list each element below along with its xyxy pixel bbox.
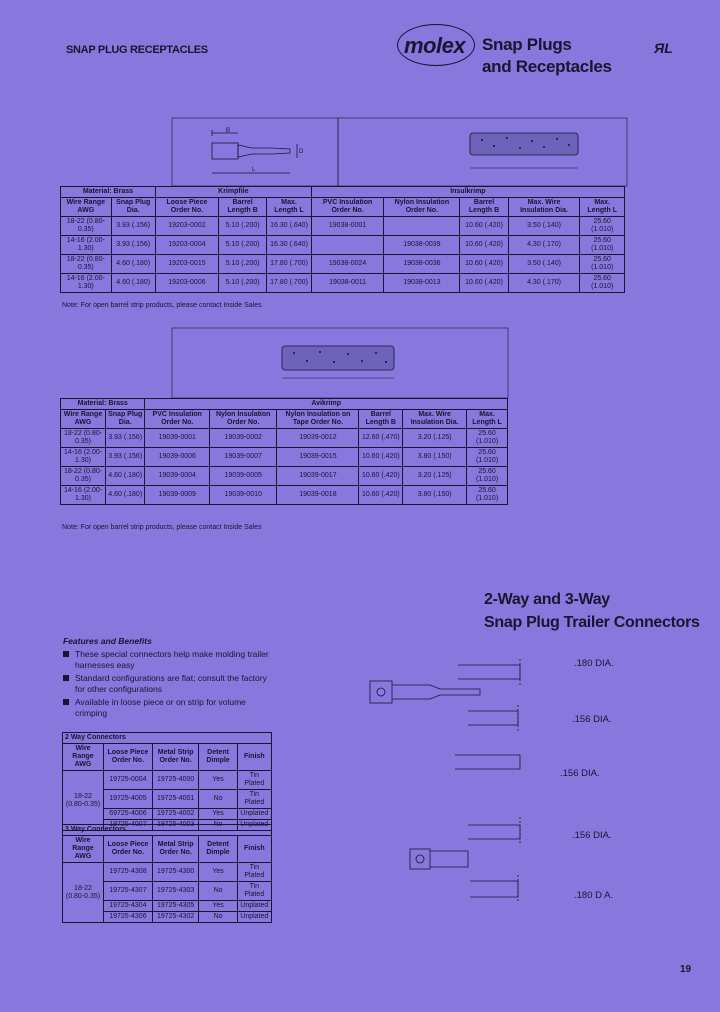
table-cell: 18-22 (0.80-0.35) bbox=[63, 771, 104, 831]
table-cell: Tin Plated bbox=[237, 863, 271, 882]
table-cell: 19725-4001 bbox=[152, 790, 199, 809]
column-header: Wire Range AWG bbox=[63, 836, 104, 863]
table-cell: 5.10 (.200) bbox=[219, 274, 267, 293]
column-header: Max. Wire Insulation Dia. bbox=[508, 198, 580, 217]
table-cell: Yes bbox=[199, 809, 237, 820]
table-cell: 19039-0005 bbox=[210, 467, 277, 486]
table-title: 3 Way Connectors bbox=[63, 825, 272, 836]
table-cell: 19725-4306 bbox=[104, 912, 153, 923]
table-cell: 4.60 (.180) bbox=[111, 255, 155, 274]
table-cell: 14-16 (2.00-1.30) bbox=[61, 236, 112, 255]
connector-drawing bbox=[370, 645, 690, 915]
table-cell bbox=[384, 217, 460, 236]
table-cell: 19725-4302 bbox=[152, 912, 199, 923]
table-cell: 19039-0009 bbox=[145, 486, 210, 505]
table-cell: 3.50 (.140) bbox=[508, 217, 580, 236]
table-cell: 18-22 (0.80-0.35) bbox=[61, 467, 106, 486]
table-row bbox=[61, 236, 625, 255]
table-cell: 19038-0013 bbox=[384, 274, 460, 293]
table-cell: 4.60 (.180) bbox=[106, 467, 145, 486]
dim-label-l: L bbox=[252, 167, 256, 173]
table-cell: 19725-4303 bbox=[152, 882, 199, 901]
column-header: Nylon Insulation Order No. bbox=[210, 410, 277, 429]
column-header: Loose Piece Order No. bbox=[155, 198, 218, 217]
material-label: Material: Brass bbox=[61, 187, 156, 198]
table-cell: 19203-0002 bbox=[155, 217, 218, 236]
table-cell: 3.93 (.156) bbox=[106, 429, 145, 448]
table-cell: 19038-0024 bbox=[311, 255, 384, 274]
dim-label: .156 DIA. bbox=[572, 714, 612, 725]
page-title bbox=[482, 34, 612, 78]
table-row bbox=[61, 448, 508, 467]
column-header: Snap Plug Dia. bbox=[106, 410, 145, 429]
table-cell: 19039-0001 bbox=[145, 429, 210, 448]
table-cell: 4.60 (.180) bbox=[106, 486, 145, 505]
table-cell: 19039-0017 bbox=[277, 467, 359, 486]
table-cell: 25.60 (1.010) bbox=[580, 217, 625, 236]
table-cell: 14-16 (2.00-1.30) bbox=[61, 448, 106, 467]
column-header: Snap Plug Dia. bbox=[111, 198, 155, 217]
column-header: Nylon Insulation Order No. bbox=[384, 198, 460, 217]
table-cell: Tin Plated bbox=[237, 790, 271, 809]
trailer-title-line2: Snap Plug Trailer Connectors bbox=[484, 614, 700, 631]
table-cell: 19038-0039 bbox=[384, 236, 460, 255]
table-cell: Unplated bbox=[237, 809, 271, 820]
table-cell: 19038-0001 bbox=[311, 217, 384, 236]
table-cell: 10.60 (.420) bbox=[359, 448, 403, 467]
krimpfile-insulkrimp-table bbox=[60, 186, 625, 293]
trailer-title-line1: 2-Way and 3-Way bbox=[484, 591, 610, 608]
table-cell: No bbox=[199, 820, 237, 831]
bullet-icon bbox=[63, 675, 69, 681]
list-item bbox=[63, 649, 273, 670]
table-cell: 19203-0006 bbox=[155, 274, 218, 293]
table-row bbox=[63, 771, 272, 790]
table-cell: Yes bbox=[199, 901, 237, 912]
table-cell: Tin Plated bbox=[237, 882, 271, 901]
feature-text: These special connectors help make molding trailer harnesses easy bbox=[75, 649, 269, 670]
table-cell: 5.10 (.200) bbox=[219, 217, 267, 236]
column-header: Max. Length L bbox=[467, 410, 508, 429]
column-header: Detent Dimple bbox=[199, 836, 237, 863]
table-cell: Yes bbox=[199, 863, 237, 882]
column-header: Wire Range AWG bbox=[63, 744, 104, 771]
table-cell: 19039-0010 bbox=[210, 486, 277, 505]
table-cell: 19725-4300 bbox=[152, 863, 199, 882]
column-header: Wire Range AWG bbox=[61, 198, 112, 217]
table-cell: 25.60 (1.010) bbox=[580, 236, 625, 255]
trailer-section-title bbox=[484, 588, 700, 634]
features-title: Features and Benefits bbox=[63, 636, 152, 646]
table-cell: 10.60 (.420) bbox=[460, 255, 508, 274]
table-cell: 19725-4305 bbox=[152, 901, 199, 912]
table-cell: 12.60 (.470) bbox=[359, 429, 403, 448]
table-cell: 19039-0006 bbox=[145, 448, 210, 467]
table-cell: 18-22 (0.80-0.35) bbox=[61, 217, 112, 236]
diagram-krimpfile bbox=[172, 118, 627, 188]
table-cell: No bbox=[199, 882, 237, 901]
table-cell: 18-22 (0.80-0.35) bbox=[61, 429, 106, 448]
table-row bbox=[61, 429, 508, 448]
table-cell: Yes bbox=[199, 771, 237, 790]
table-cell: 3.80 (.150) bbox=[403, 448, 467, 467]
table-cell: 18-22 (0.80-0.35) bbox=[61, 255, 112, 274]
table-cell: 25.60 (1.010) bbox=[580, 255, 625, 274]
table-cell: 19203-0004 bbox=[155, 236, 218, 255]
column-header: Finish bbox=[237, 836, 271, 863]
table-cell: 19039-0015 bbox=[277, 448, 359, 467]
bullet-icon bbox=[63, 651, 69, 657]
table-cell: 3.80 (.150) bbox=[403, 486, 467, 505]
table-cell: 25.60 (1.010) bbox=[467, 448, 508, 467]
table-title: 2 Way Connectors bbox=[63, 733, 272, 744]
column-header: Detent Dimple bbox=[199, 744, 237, 771]
column-header: Barrel Length B bbox=[219, 198, 267, 217]
two-way-connectors-table bbox=[62, 732, 272, 831]
table-cell: No bbox=[199, 790, 237, 809]
page-title-line1: Snap Plugs bbox=[482, 35, 572, 54]
table-cell: 19039-0002 bbox=[210, 429, 277, 448]
dim-label: .180 DIA. bbox=[574, 658, 614, 669]
table-cell: 14-16 (2.00-1.30) bbox=[61, 274, 112, 293]
table-cell: 19039-0007 bbox=[210, 448, 277, 467]
table-cell bbox=[311, 236, 384, 255]
table-cell: 25.60 (1.010) bbox=[467, 486, 508, 505]
table-cell: 17.80 (.700) bbox=[267, 255, 312, 274]
table-cell: 10.60 (.420) bbox=[359, 486, 403, 505]
dim-label-d: D bbox=[299, 149, 304, 155]
table-cell: No bbox=[199, 912, 237, 923]
table-cell: 16.30 (.640) bbox=[267, 236, 312, 255]
table-cell: 16.30 (.640) bbox=[267, 217, 312, 236]
table-cell: 19725-4005 bbox=[104, 790, 153, 809]
bullet-icon bbox=[63, 699, 69, 705]
table-cell: 3.20 (.125) bbox=[403, 467, 467, 486]
table-cell: 5.10 (.200) bbox=[219, 255, 267, 274]
column-header: Wire Range AWG bbox=[61, 410, 106, 429]
table-cell: 19725-4304 bbox=[104, 901, 153, 912]
table-cell: 19203-0015 bbox=[155, 255, 218, 274]
table-cell: 19725-4000 bbox=[152, 771, 199, 790]
table-cell: 18-22 (0.80-0.35) bbox=[63, 863, 104, 923]
table-cell: 10.60 (.420) bbox=[460, 274, 508, 293]
table-cell: 19725-0004 bbox=[104, 771, 153, 790]
brand-logo: molex bbox=[404, 33, 466, 58]
diagram-avikrimp bbox=[172, 328, 508, 400]
column-header: Max. Length L bbox=[580, 198, 625, 217]
column-header: Max. Wire Insulation Dia. bbox=[403, 410, 467, 429]
table-cell: 3.20 (.125) bbox=[403, 429, 467, 448]
table-cell: 10.60 (.420) bbox=[460, 217, 508, 236]
table-cell: 14-16 (2.00-1.30) bbox=[61, 486, 106, 505]
table-cell: 3.93 (.156) bbox=[106, 448, 145, 467]
table-cell: 19725-4003 bbox=[152, 820, 199, 831]
table-cell: 25.60 (1.010) bbox=[580, 274, 625, 293]
ul-certification-icon: ЯL bbox=[654, 40, 673, 56]
table-cell: 25.60 (1.010) bbox=[467, 467, 508, 486]
table-cell: 19038-0011 bbox=[311, 274, 384, 293]
table-cell: 19725-4308 bbox=[104, 863, 153, 882]
table-cell: 19725-4007 bbox=[104, 820, 153, 831]
table-cell: 5.10 (.200) bbox=[219, 236, 267, 255]
table-row bbox=[61, 467, 508, 486]
page-title-line2: and Receptacles bbox=[482, 57, 612, 76]
table-cell: 17.80 (.700) bbox=[267, 274, 312, 293]
column-header: Loose Piece Order No. bbox=[104, 744, 153, 771]
table-cell: 3.50 (.140) bbox=[508, 255, 580, 274]
column-header: PVC Insulation Order No. bbox=[145, 410, 210, 429]
three-way-connectors-table bbox=[62, 824, 272, 923]
table-cell: 10.60 (.420) bbox=[460, 236, 508, 255]
table-cell: Unplated bbox=[237, 820, 271, 831]
table-cell: 4.30 (.170) bbox=[508, 274, 580, 293]
dim-label-b: B bbox=[226, 128, 231, 134]
column-header: Barrel Length B bbox=[359, 410, 403, 429]
dim-label: .156 DIA. bbox=[572, 830, 612, 841]
column-header: Nylon Insulation on Tape Order No. bbox=[277, 410, 359, 429]
column-header: Metal Strip Order No. bbox=[152, 744, 199, 771]
table-cell: 4.30 (.170) bbox=[508, 236, 580, 255]
material-label: Material: Brass bbox=[61, 399, 145, 410]
table-cell: Unplated bbox=[237, 912, 271, 923]
group-header-insulkrimp: Insulkrimp bbox=[311, 187, 624, 198]
table-cell: 25.60 (1.010) bbox=[467, 429, 508, 448]
table-cell: 3.93 (.156) bbox=[111, 236, 155, 255]
column-header: Metal Strip Order No. bbox=[152, 836, 199, 863]
table-cell: 3.93 (.156) bbox=[111, 217, 155, 236]
column-header: Loose Piece Order No. bbox=[104, 836, 153, 863]
table-cell: 4.60 (.180) bbox=[111, 274, 155, 293]
column-header: PVC Insulation Order No. bbox=[311, 198, 384, 217]
table-cell: 69725-4006 bbox=[104, 809, 153, 820]
table-row bbox=[61, 274, 625, 293]
feature-text: Available in loose piece or on strip for volume crimping bbox=[75, 697, 246, 718]
table-cell: 19039-0012 bbox=[277, 429, 359, 448]
list-item bbox=[63, 673, 273, 694]
table-cell: 19038-0036 bbox=[384, 255, 460, 274]
list-item bbox=[63, 697, 273, 718]
features-list bbox=[63, 649, 273, 721]
column-header: Barrel Length B bbox=[460, 198, 508, 217]
dim-label: .156 DIA. bbox=[560, 768, 600, 779]
avikrimp-table bbox=[60, 398, 508, 505]
table-cell: Tin Plated bbox=[237, 771, 271, 790]
table-cell: 19039-0004 bbox=[145, 467, 210, 486]
table-row bbox=[63, 863, 272, 882]
table-cell: 10.60 (.420) bbox=[359, 467, 403, 486]
table-row bbox=[61, 217, 625, 236]
table-cell: 19725-4002 bbox=[152, 809, 199, 820]
feature-text: Standard configurations are flat; consult the factory for other configurations bbox=[75, 673, 267, 694]
table2-note: Note: For open barrel strip products, please contact Inside Sales bbox=[62, 524, 262, 531]
group-header-krimpfile: Krimpfile bbox=[155, 187, 311, 198]
table-row bbox=[61, 486, 508, 505]
page-number: 19 bbox=[680, 964, 692, 975]
column-header: Finish bbox=[237, 744, 271, 771]
column-header: Max. Length L bbox=[267, 198, 312, 217]
dim-label: .180 D A. bbox=[574, 890, 614, 901]
table-cell: Unplated bbox=[237, 901, 271, 912]
table-row bbox=[61, 255, 625, 274]
table-cell: 19039-0018 bbox=[277, 486, 359, 505]
table1-note: Note: For open barrel strip products, please contact Inside Sales bbox=[62, 302, 262, 309]
section-label: SNAP PLUG RECEPTACLES bbox=[66, 44, 208, 56]
table-cell: 19725-4307 bbox=[104, 882, 153, 901]
group-header-avikrimp: Avikrimp bbox=[145, 399, 508, 410]
